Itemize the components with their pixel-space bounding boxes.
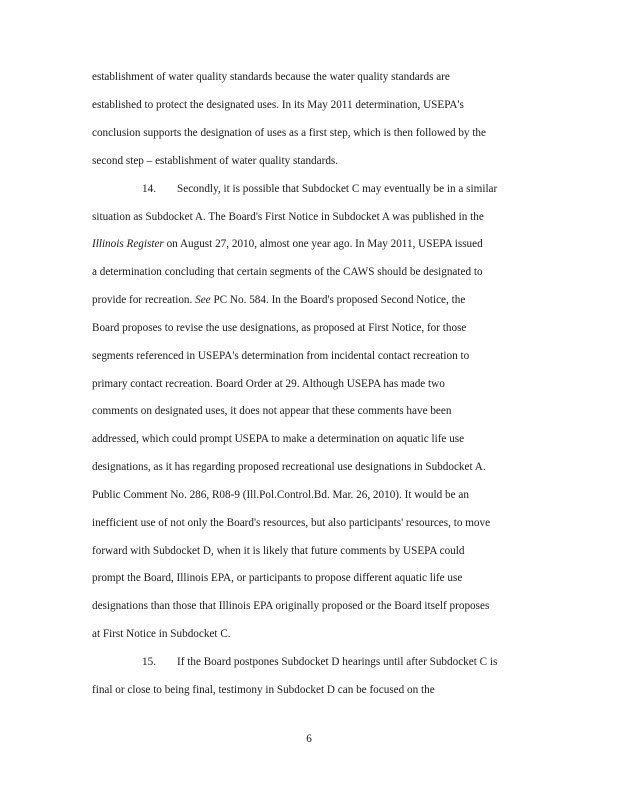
paragraph-15-first-line [142, 655, 497, 669]
paragraph-14-first-line [142, 182, 497, 196]
text-line [92, 293, 465, 307]
text-line: final or close to being final, testimony in Subdocket D can be focused on the [92, 684, 435, 696]
text-line: prompt the Board, Illinois EPA, or participants to propose different aquatic life use [92, 572, 463, 584]
text-line: Board proposes to revise the use designations, as proposed at First Notice, for those [92, 322, 467, 334]
page-number: 6 [306, 733, 312, 745]
text-line: situation as Subdocket A. The Board's First Notice in Subdocket A was published in the [92, 211, 484, 223]
italic-citation: Illinois Register [92, 238, 164, 250]
text-line: a determination concluding that certain segments of the CAWS should be designated to [92, 266, 483, 278]
text-line: comments on designated uses, it does not appear that these comments have been [92, 405, 452, 417]
text-line: established to protect the designated uses. In its May 2011 determination, USEPA's [92, 99, 464, 111]
text-line: second step – establishment of water quality standards. [92, 155, 339, 167]
text-span: on August 27, 2010, almost one year ago. In May 2011, USEPA issued [163, 238, 483, 250]
text-line: forward with Subdocket D, when it is likely that future comments by USEPA could [92, 545, 465, 557]
text-line: conclusion supports the designation of uses as a first step, which is then followed by the [92, 127, 486, 139]
text-span: If the Board postpones Subdocket D hearings until after Subdocket C is [177, 656, 498, 668]
text-line [92, 237, 483, 251]
text-line: segments referenced in USEPA's determination from incidental contact recreation to [92, 350, 470, 362]
text-line: establishment of water quality standards because the water quality standards are [92, 71, 450, 83]
text-line: Public Comment No. 286, R08-9 (Ill.Pol.Control.Bd. Mar. 26, 2010). It would be an [92, 489, 469, 501]
text-span: PC No. 584. In the Board's proposed Second Notice, the [210, 294, 466, 306]
text-span: Secondly, it is possible that Subdocket C may eventually be in a similar [177, 183, 498, 195]
paragraph-number: 14. [142, 183, 156, 195]
text-span: provide for recreation. [92, 294, 196, 306]
text-line: addressed, which could prompt USEPA to make a determination on aquatic life use [92, 433, 465, 445]
text-line: designations than those that Illinois EPA originally proposed or the Board itself proposes [92, 600, 490, 612]
italic-signal: See [195, 294, 211, 306]
text-line: inefficient use of not only the Board's resources, but also participants' resources, to move [92, 517, 491, 529]
paragraph-number: 15. [142, 656, 156, 668]
text-line: designations, as it has regarding proposed recreational use designations in Subdocket A. [92, 461, 486, 473]
text-line: primary contact recreation. Board Order at 29. Although USEPA has made two [92, 378, 445, 390]
text-line: at First Notice in Subdocket C. [92, 628, 231, 640]
